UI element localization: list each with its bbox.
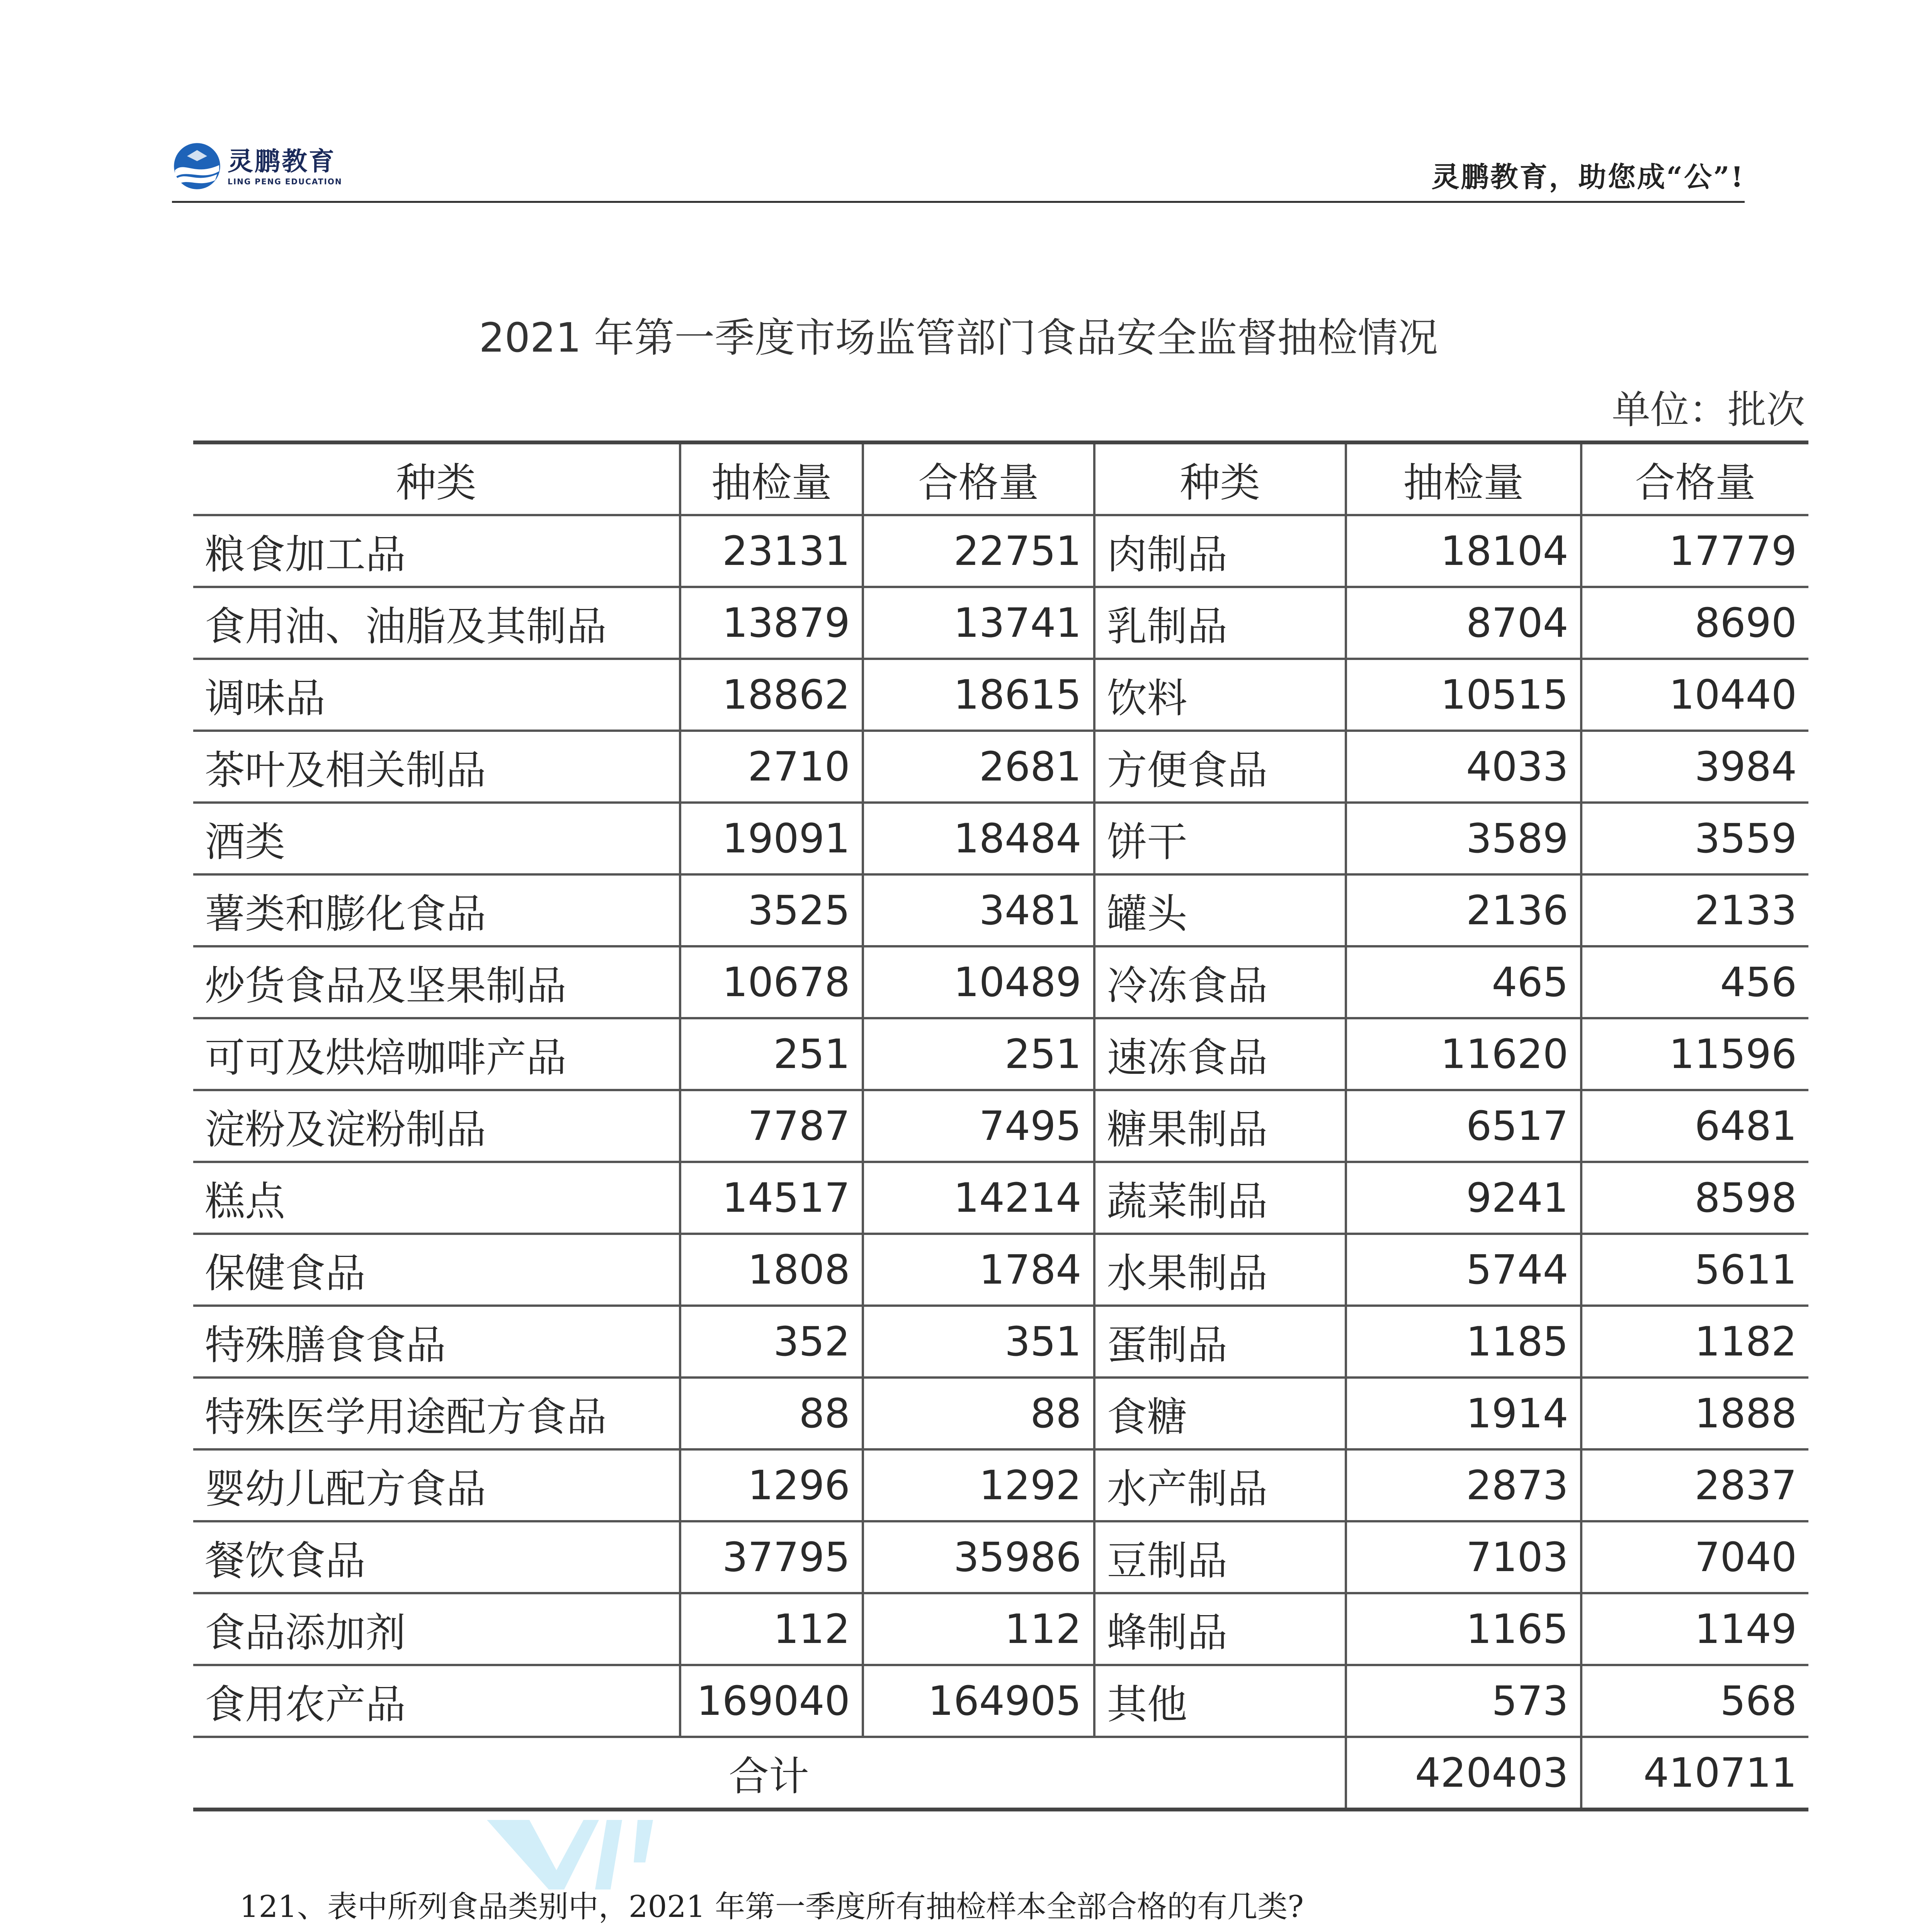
cell-passed-left: 1784: [863, 1234, 1094, 1306]
cell-category-right: 冷冻食品: [1094, 946, 1346, 1018]
logo-chinese-name: 灵鹏教育: [228, 146, 336, 176]
cell-category-left: 茶叶及相关制品: [193, 731, 680, 803]
cell-sampled-right: 3589: [1346, 803, 1581, 874]
total-passed: 410711: [1581, 1737, 1808, 1810]
cell-category-right: 速冻食品: [1094, 1018, 1346, 1090]
questions-section: [172, 1882, 1745, 1932]
cell-category-left: 保健食品: [193, 1234, 680, 1306]
cell-sampled-right: 2136: [1346, 874, 1581, 946]
cell-sampled-left: 18862: [680, 659, 863, 731]
total-label: 合计: [193, 1737, 1346, 1810]
logo-english-name: LING PENG EDUCATION: [228, 177, 342, 186]
cell-sampled-left: 23131: [680, 515, 863, 587]
col-header-sampled-right: 抽检量: [1346, 442, 1581, 515]
cell-sampled-right: 465: [1346, 946, 1581, 1018]
cell-passed-right: 10440: [1581, 659, 1808, 731]
cell-passed-right: 8690: [1581, 587, 1808, 659]
cell-passed-right: 5611: [1581, 1234, 1808, 1306]
cell-sampled-right: 6517: [1346, 1090, 1581, 1162]
cell-category-right: 乳制品: [1094, 587, 1346, 659]
table-row: [193, 1665, 1808, 1737]
cell-passed-right: 2837: [1581, 1449, 1808, 1521]
cell-passed-right: 3984: [1581, 731, 1808, 803]
table-row: [193, 515, 1808, 587]
cell-passed-right: 11596: [1581, 1018, 1808, 1090]
cell-sampled-left: 88: [680, 1378, 863, 1449]
cell-passed-right: 456: [1581, 946, 1808, 1018]
table-total-row: [193, 1737, 1808, 1810]
cell-passed-left: 112: [863, 1593, 1094, 1665]
cell-category-right: 方便食品: [1094, 731, 1346, 803]
cell-passed-left: 10489: [863, 946, 1094, 1018]
cell-sampled-left: 14517: [680, 1162, 863, 1234]
table-row: [193, 1090, 1808, 1162]
cell-category-left: 炒货食品及坚果制品: [193, 946, 680, 1018]
cell-category-left: 酒类: [193, 803, 680, 874]
cell-passed-right: 7040: [1581, 1521, 1808, 1593]
cell-passed-left: 35986: [863, 1521, 1094, 1593]
table-row: [193, 1306, 1808, 1378]
cell-sampled-right: 10515: [1346, 659, 1581, 731]
question-121-text: 121、表中所列食品类别中，2021 年第一季度所有抽检样本全部合格的有几类?: [240, 1889, 1304, 1924]
cell-passed-left: 88: [863, 1378, 1094, 1449]
cell-category-left: 食用油、油脂及其制品: [193, 587, 680, 659]
cell-sampled-right: 2873: [1346, 1449, 1581, 1521]
cell-sampled-left: 7787: [680, 1090, 863, 1162]
cell-category-left: 餐饮食品: [193, 1521, 680, 1593]
cell-sampled-right: 18104: [1346, 515, 1581, 587]
cell-sampled-left: 13879: [680, 587, 863, 659]
table-unit: 单位：批次: [1612, 387, 1805, 432]
table-row: [193, 874, 1808, 946]
logo-wave-icon: [172, 141, 222, 191]
table-row: [193, 1162, 1808, 1234]
cell-category-left: 可可及烘焙咖啡产品: [193, 1018, 680, 1090]
table-row: [193, 659, 1808, 731]
cell-passed-right: 1182: [1581, 1306, 1808, 1378]
cell-sampled-left: 37795: [680, 1521, 863, 1593]
cell-category-left: 食品添加剂: [193, 1593, 680, 1665]
cell-category-left: 特殊医学用途配方食品: [193, 1378, 680, 1449]
col-header-passed-left: 合格量: [863, 442, 1094, 515]
cell-sampled-right: 1185: [1346, 1306, 1581, 1378]
cell-sampled-left: 3525: [680, 874, 863, 946]
cell-passed-right: 568: [1581, 1665, 1808, 1737]
col-header-category-right: 种类: [1094, 442, 1346, 515]
cell-category-right: 豆制品: [1094, 1521, 1346, 1593]
cell-category-right: 食糖: [1094, 1378, 1346, 1449]
cell-passed-left: 1292: [863, 1449, 1094, 1521]
cell-passed-left: 18615: [863, 659, 1094, 731]
col-header-category-left: 种类: [193, 442, 680, 515]
cell-sampled-right: 8704: [1346, 587, 1581, 659]
cell-sampled-left: 2710: [680, 731, 863, 803]
cell-sampled-left: 1296: [680, 1449, 863, 1521]
cell-category-left: 薯类和膨化食品: [193, 874, 680, 946]
cell-category-right: 蔬菜制品: [1094, 1162, 1346, 1234]
cell-sampled-right: 1914: [1346, 1378, 1581, 1449]
table-row: [193, 1449, 1808, 1521]
cell-category-right: 饮料: [1094, 659, 1346, 731]
cell-passed-left: 351: [863, 1306, 1094, 1378]
cell-category-right: 饼干: [1094, 803, 1346, 874]
table-row: [193, 1234, 1808, 1306]
cell-category-left: 特殊膳食食品: [193, 1306, 680, 1378]
table-row: [193, 946, 1808, 1018]
table-row: [193, 1018, 1808, 1090]
cell-sampled-left: 112: [680, 1593, 863, 1665]
cell-passed-left: 22751: [863, 515, 1094, 587]
table-row: [193, 587, 1808, 659]
cell-passed-left: 18484: [863, 803, 1094, 874]
header-slogan: 灵鹏教育，助您成“公”!: [1431, 160, 1745, 193]
cell-passed-left: 3481: [863, 874, 1094, 946]
cell-sampled-right: 11620: [1346, 1018, 1581, 1090]
cell-category-right: 肉制品: [1094, 515, 1346, 587]
table-row: [193, 731, 1808, 803]
logo: [172, 139, 342, 193]
cell-sampled-left: 10678: [680, 946, 863, 1018]
cell-category-left: 调味品: [193, 659, 680, 731]
cell-category-left: 淀粉及淀粉制品: [193, 1090, 680, 1162]
table-row: [193, 803, 1808, 874]
inspection-table: [193, 440, 1808, 1811]
cell-category-left: 婴幼儿配方食品: [193, 1449, 680, 1521]
page-header: [172, 131, 1745, 203]
cell-category-right: 蜂制品: [1094, 1593, 1346, 1665]
cell-passed-left: 164905: [863, 1665, 1094, 1737]
table-row: [193, 1593, 1808, 1665]
cell-category-right: 水果制品: [1094, 1234, 1346, 1306]
cell-sampled-right: 9241: [1346, 1162, 1581, 1234]
cell-passed-right: 17779: [1581, 515, 1808, 587]
cell-sampled-right: 4033: [1346, 731, 1581, 803]
cell-sampled-right: 1165: [1346, 1593, 1581, 1665]
cell-category-left: 糕点: [193, 1162, 680, 1234]
cell-passed-right: 1888: [1581, 1378, 1808, 1449]
cell-category-right: 蛋制品: [1094, 1306, 1346, 1378]
table-row: [193, 1521, 1808, 1593]
table-header-row: [193, 442, 1808, 515]
cell-category-right: 罐头: [1094, 874, 1346, 946]
cell-category-right: 糖果制品: [1094, 1090, 1346, 1162]
col-header-passed-right: 合格量: [1581, 442, 1808, 515]
cell-passed-right: 6481: [1581, 1090, 1808, 1162]
cell-sampled-left: 169040: [680, 1665, 863, 1737]
cell-passed-left: 7495: [863, 1090, 1094, 1162]
cell-category-left: 粮食加工品: [193, 515, 680, 587]
col-header-sampled-left: 抽检量: [680, 442, 863, 515]
total-sampled: 420403: [1346, 1737, 1581, 1810]
table-title: 2021 年第一季度市场监管部门食品安全监督抽检情况: [479, 314, 1438, 361]
cell-passed-right: 1149: [1581, 1593, 1808, 1665]
table-row: [193, 1378, 1808, 1449]
cell-category-left: 食用农产品: [193, 1665, 680, 1737]
cell-sampled-right: 5744: [1346, 1234, 1581, 1306]
cell-passed-left: 251: [863, 1018, 1094, 1090]
cell-passed-left: 2681: [863, 731, 1094, 803]
cell-category-right: 其他: [1094, 1665, 1346, 1737]
cell-sampled-right: 573: [1346, 1665, 1581, 1737]
cell-passed-left: 14214: [863, 1162, 1094, 1234]
cell-passed-right: 2133: [1581, 874, 1808, 946]
cell-passed-right: 3559: [1581, 803, 1808, 874]
cell-sampled-left: 251: [680, 1018, 863, 1090]
cell-category-right: 水产制品: [1094, 1449, 1346, 1521]
cell-passed-left: 13741: [863, 587, 1094, 659]
cell-sampled-right: 7103: [1346, 1521, 1581, 1593]
cell-passed-right: 8598: [1581, 1162, 1808, 1234]
cell-sampled-left: 19091: [680, 803, 863, 874]
cell-sampled-left: 352: [680, 1306, 863, 1378]
cell-sampled-left: 1808: [680, 1234, 863, 1306]
